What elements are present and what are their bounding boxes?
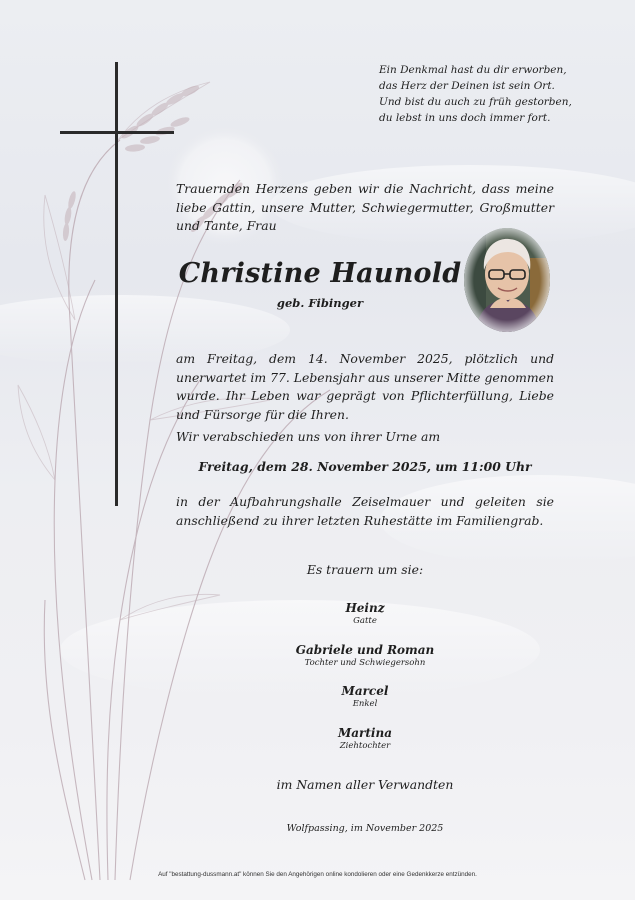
mourner-relation: Enkel <box>352 699 378 709</box>
poem-line: Und bist du auch zu früh gestorben, <box>379 96 572 108</box>
poem-line: das Herz der Deinen ist sein Ort. <box>379 80 555 92</box>
maiden-name: geb. Fibinger <box>276 296 364 310</box>
mourner-name: Marcel <box>341 684 389 698</box>
mourner-relation: Tochter und Schwiegersohn <box>304 658 426 668</box>
deceased-name: Christine Haunold <box>178 258 462 289</box>
farewell-intro: Wir verabschieden uns von ihrer Urne am <box>176 429 441 444</box>
mourner-entry <box>176 684 554 710</box>
poem-line: Ein Denkmal hast du dir erworben, <box>379 64 567 76</box>
intro-text: Trauernden Herzens geben wir die Nachricht, dass meine liebe Gattin, unsere Mutter, Schwiegermutter, Großmutter und Tante, Frau <box>176 181 554 233</box>
death-notice-text: am Freitag, dem 14. November 2025, plötzlich und unerwartet im 77. Lebensjahr aus unserer Mitte genommen wurde. Ihr Leben war geprägt von Pflichterfüllung, Liebe und Fürsorge für die Ihren. <box>176 351 554 422</box>
mourner-entry <box>176 643 554 669</box>
poem-line: du lebst in uns doch immer fort. <box>379 112 551 124</box>
memorial-poem <box>379 62 589 126</box>
mourner-name: Heinz <box>345 601 385 615</box>
mourner-relation: Gatte <box>353 616 377 626</box>
mourner-name: Martina <box>338 726 392 740</box>
farewell-place: in der Aufbahrungshalle Zeiselmauer und geleiten sie anschließend zu ihrer letzten Ruhestätte im Familiengrab. <box>176 494 554 528</box>
online-condolence-note: Auf "bestattung-dussmann.at" können Sie den Angehörigen online kondolieren oder eine Gedenkkerze entzünden. <box>158 871 477 878</box>
mourner-entry <box>176 726 554 752</box>
deceased-photo <box>464 228 550 332</box>
cross-vertical-bar <box>115 62 118 506</box>
cross-horizontal-bar <box>60 131 174 134</box>
mourners-heading: Es trauern um sie: <box>306 562 424 577</box>
mourner-relation: Ziehtochter <box>339 741 391 751</box>
farewell-date: Freitag, dem 28. November 2025, um 11:00 Uhr <box>198 459 532 474</box>
on-behalf-text: im Namen aller Verwandten <box>276 777 454 792</box>
place-and-date: Wolfpassing, im November 2025 <box>286 823 444 834</box>
mourner-entry <box>176 601 554 627</box>
mourner-name: Gabriele und Roman <box>295 643 435 657</box>
